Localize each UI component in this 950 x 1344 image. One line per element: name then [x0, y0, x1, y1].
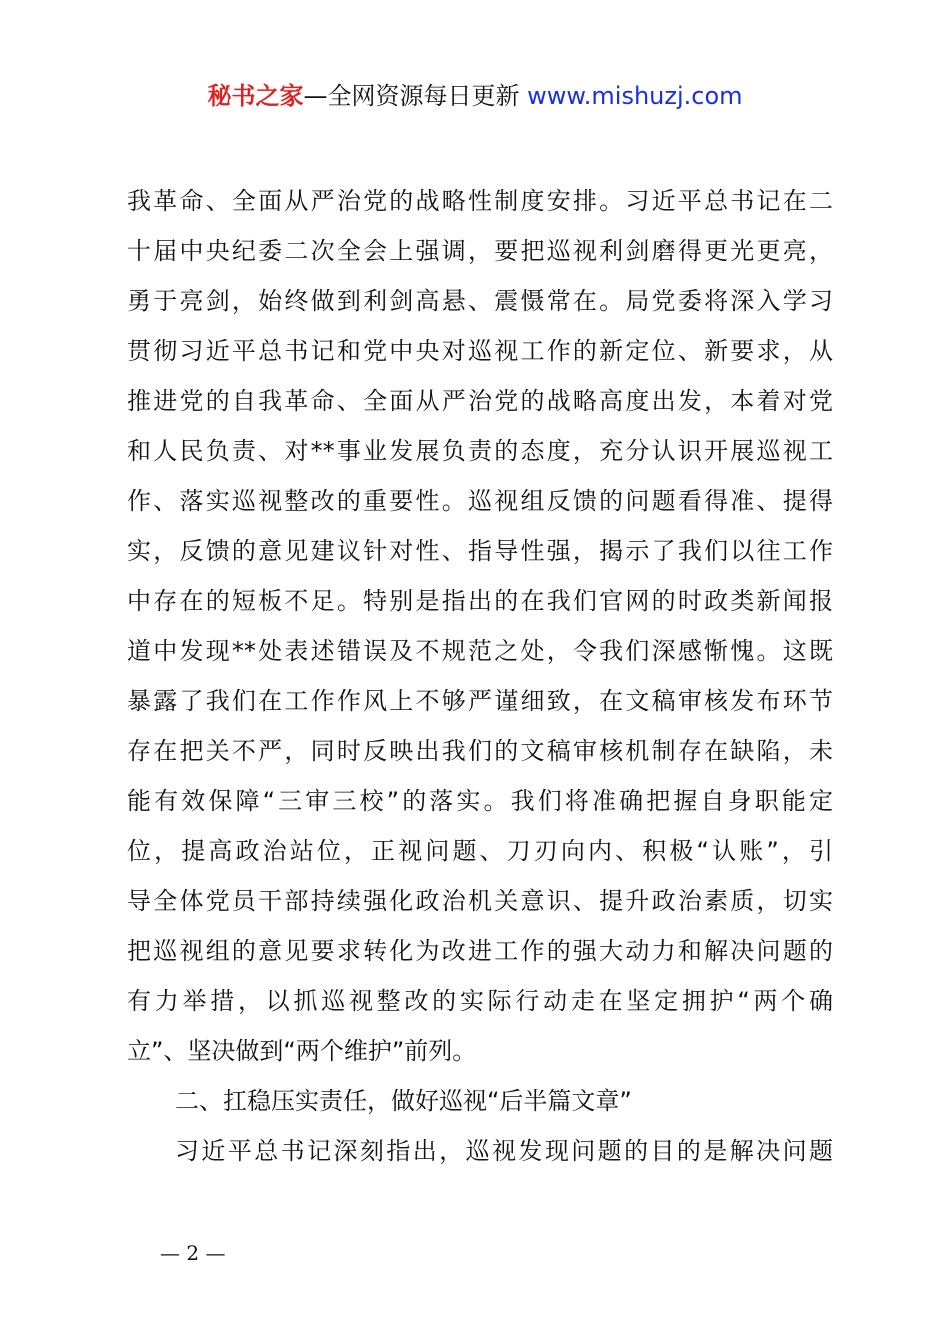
paragraph-line: 有力举措，以抓巡视整改的实际行动走在坚定拥护“两个确	[127, 987, 833, 1015]
paragraph-line: 暴露了我们在工作作风上不够严谨细致，在文稿审核发布环节	[127, 687, 833, 715]
paragraph-line: 导全体党员干部持续强化政治机关意识、提升政治素质，切实	[127, 887, 833, 915]
paragraph-line: 习近平总书记深刻指出，巡视发现问题的目的是解决问题	[175, 1137, 833, 1165]
paragraph-line: 把巡视组的意见要求转化为改进工作的强大动力和解决问题的	[127, 937, 833, 965]
paragraph-line: 贯彻习近平总书记和党中央对巡视工作的新定位、新要求，从	[127, 337, 833, 365]
paragraph-line: 立”、坚决做到“两个维护”前列。	[127, 1037, 477, 1065]
paragraph-line: 道中发现**处表述错误及不规范之处，令我们深感惭愧。这既	[127, 637, 833, 665]
paragraph-line: 十届中央纪委二次全会上强调，要把巡视利剑磨得更光更亮，	[127, 237, 833, 265]
paragraph-line: 勇于亮剑，始终做到利剑高悬、震慑常在。局党委将深入学习	[127, 287, 833, 315]
paragraph-line: 和人民负责、对**事业发展负责的态度，充分认识开展巡视工	[127, 437, 833, 465]
paragraph-line: 中存在的短板不足。特别是指出的在我们官网的时政类新闻报	[127, 587, 833, 615]
paragraph-line: 能有效保障“三审三校”的落实。我们将准确把握自身职能定	[127, 787, 833, 815]
paragraph-line: 位，提高政治站位，正视问题、刀刃向内、积极“认账”，引	[127, 837, 833, 865]
paragraph-line: 作、落实巡视整改的重要性。巡视组反馈的问题看得准、提得	[127, 487, 833, 515]
banner-tagline: —全网资源每日更新	[303, 82, 520, 110]
page-number: — 2 —	[160, 1241, 226, 1265]
site-url-link[interactable]: www.mishuzj.com	[527, 82, 743, 110]
site-banner	[0, 80, 950, 112]
document-body	[127, 176, 833, 1176]
section-heading: 二、扛稳压实责任，做好巡视“后半篇文章”	[175, 1087, 632, 1115]
paragraph-line: 推进党的自我革命、全面从严治党的战略高度出发，本着对党	[127, 387, 833, 415]
paragraph-line: 存在把关不严，同时反映出我们的文稿审核机制存在缺陷，未	[127, 737, 833, 765]
paragraph-line: 我革命、全面从严治党的战略性制度安排。习近平总书记在二	[127, 187, 833, 215]
paragraph-line: 实，反馈的意见建议针对性、指导性强，揭示了我们以往工作	[127, 537, 833, 565]
brand-name: 秘书之家	[207, 82, 304, 110]
